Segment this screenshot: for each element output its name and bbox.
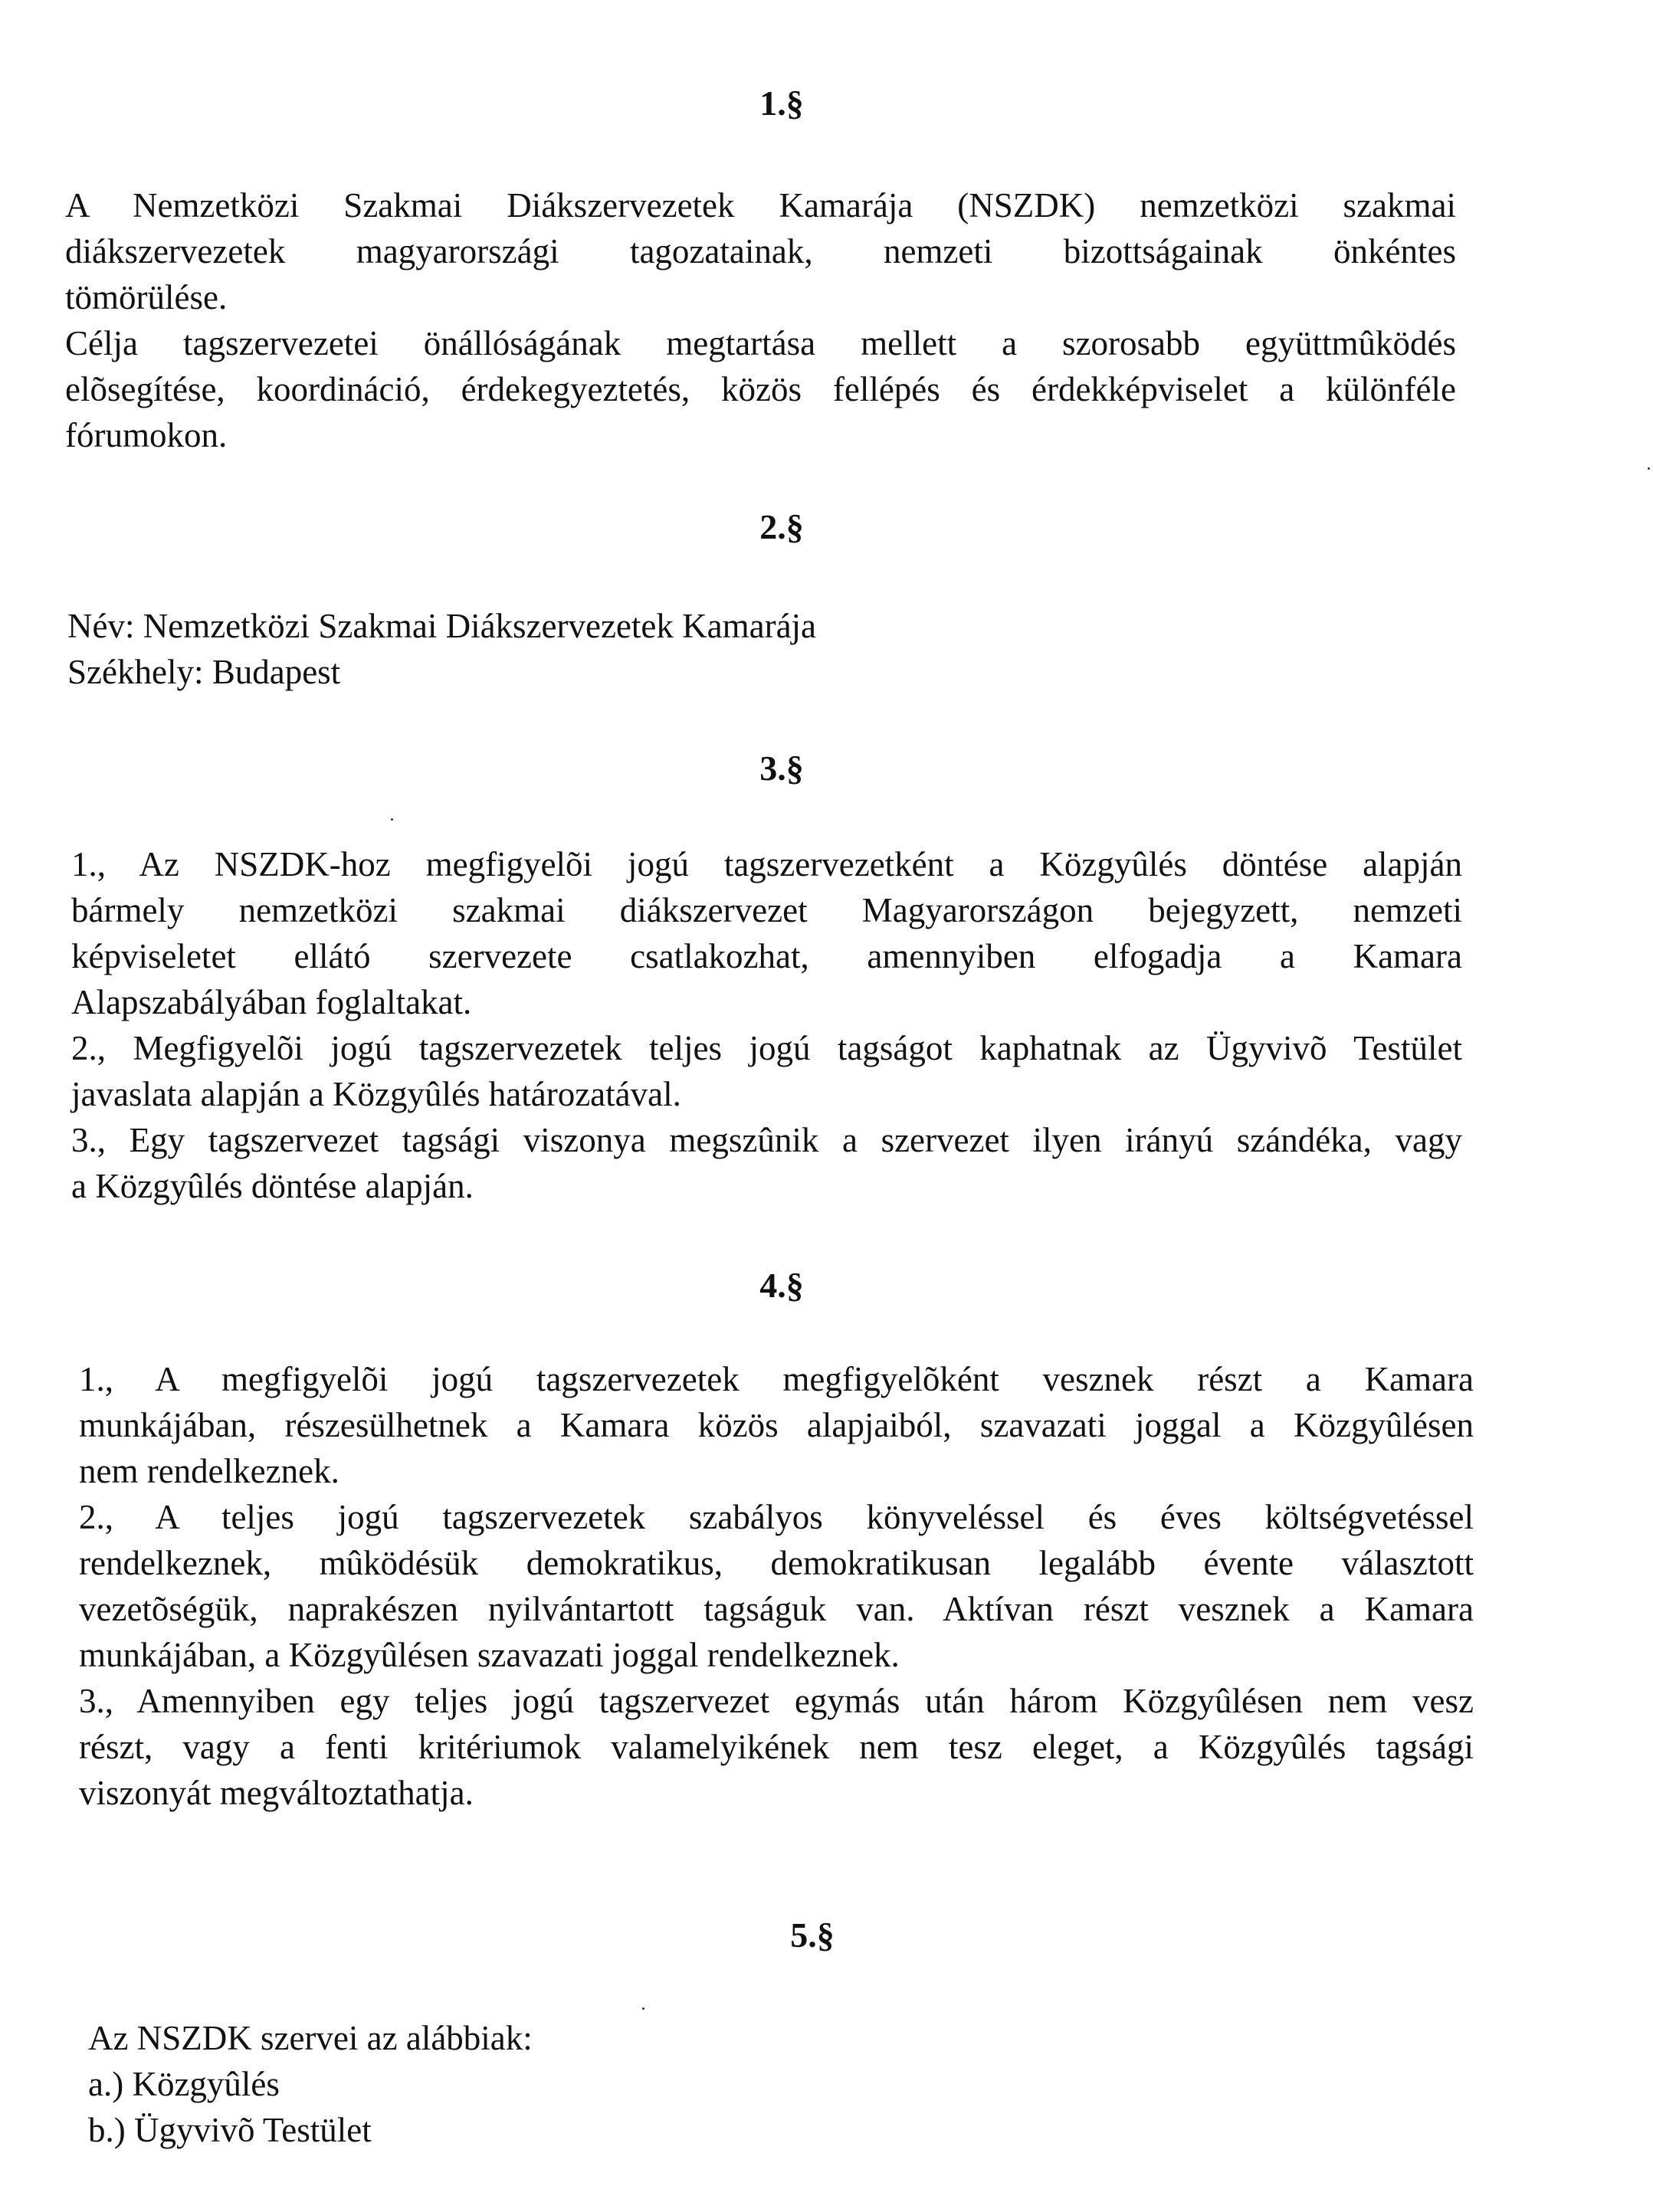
scan-speck	[391, 818, 393, 821]
body-line: a.) Közgyûlés	[88, 2065, 280, 2103]
body-line: bármely nemzetközi szakmai diákszervezet Magyarországon bejegyzett, nemzeti	[71, 891, 1462, 929]
section-heading: 1.§	[759, 84, 804, 123]
body-line: Alapszabályában foglaltakat.	[71, 983, 472, 1021]
body-line: 2., A teljes jogú tagszervezetek szabályos könyveléssel és éves költségvetéssel	[79, 1498, 1474, 1536]
body-line: részt, vagy a fenti kritériumok valamelyikének nem tesz eleget, a Közgyûlés tagsági	[79, 1728, 1474, 1766]
body-line: b.) Ügyvivõ Testület	[88, 2111, 372, 2149]
section-body	[67, 603, 1458, 695]
section-body	[65, 182, 1456, 458]
body-line: 2., Megfigyelõi jogú tagszervezetek teljes jogú tagságot kaphatnak az Ügyvivõ Testület	[71, 1029, 1462, 1067]
body-line: fórumokon.	[65, 416, 228, 454]
body-line: 3., Amennyiben egy teljes jogú tagszervezet egymás után három Közgyûlésen nem vesz	[79, 1682, 1474, 1720]
section-body	[88, 2015, 1008, 2153]
scan-speck	[1648, 467, 1650, 470]
body-line: 1., A megfigyelõi jogú tagszervezetek megfigyelõként vesznek részt a Kamara	[79, 1360, 1474, 1398]
section-heading: 4.§	[759, 1266, 804, 1305]
body-line: a Közgyûlés döntése alapján.	[71, 1167, 474, 1205]
body-line: 1., Az NSZDK-hoz megfigyelõi jogú tagszervezetként a Közgyûlés döntése alapján	[71, 845, 1462, 883]
body-line: viszonyát megváltoztathatja.	[79, 1774, 474, 1812]
body-line: elõsegítése, koordináció, érdekegyeztetés, közös fellépés és érdekképviselet a különféle	[65, 370, 1456, 408]
section-heading: 2.§	[759, 507, 804, 546]
body-line: tömörülése.	[65, 278, 228, 316]
body-line: diákszervezetek magyarországi tagozatainak, nemzeti bizottságainak önkéntes	[65, 232, 1456, 270]
section-body	[71, 841, 1462, 1209]
body-line: nem rendelkeznek.	[79, 1452, 339, 1490]
body-line: rendelkeznek, mûködésük demokratikus, demokratikusan legalább évente választott	[79, 1544, 1474, 1582]
section-heading: 5.§	[790, 1915, 835, 1955]
scan-speck	[642, 2007, 644, 2010]
body-line: Székhely: Budapest	[67, 653, 341, 691]
body-line: A Nemzetközi Szakmai Diákszervezetek Kamarája (NSZDK) nemzetközi szakmai	[65, 186, 1456, 224]
body-line: képviseletet ellátó szervezete csatlakozhat, amennyiben elfogadja a Kamara	[71, 937, 1462, 975]
body-line: munkájában, a Közgyûlésen szavazati joggal rendelkeznek.	[79, 1636, 900, 1674]
section-body	[79, 1356, 1474, 1816]
body-line: vezetõségük, naprakészen nyilvántartott tagságuk van. Aktívan részt vesznek a Kamara	[79, 1590, 1474, 1628]
body-line: Az NSZDK szervei az alábbiak:	[88, 2019, 533, 2057]
body-line: 3., Egy tagszervezet tagsági viszonya megszûnik a szervezet ilyen irányú szándéka, vagy	[71, 1121, 1462, 1159]
body-line: javaslata alapján a Közgyûlés határozatával.	[71, 1075, 681, 1113]
body-line: Név: Nemzetközi Szakmai Diákszervezetek Kamarája	[67, 607, 817, 645]
body-line: Célja tagszervezetei önállóságának megtartása mellett a szorosabb együttmûködés	[65, 324, 1456, 362]
section-heading: 3.§	[759, 749, 804, 788]
body-line: munkájában, részesülhetnek a Kamara közös alapjaiból, szavazati joggal a Közgyûlésen	[79, 1406, 1474, 1444]
